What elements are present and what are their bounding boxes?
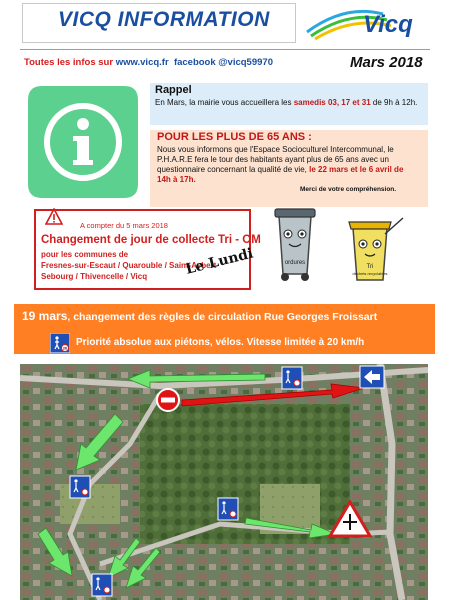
svg-text:déchets recyclables: déchets recyclables <box>352 271 388 276</box>
pedestrian-zone-icon <box>50 333 70 353</box>
header-separator <box>20 49 430 50</box>
circulation-date: 19 mars <box>22 309 68 323</box>
info-prefix: Toutes les infos sur <box>24 57 116 68</box>
info-line <box>24 57 273 68</box>
rappel-dates: samedis 03, 17 et 31 <box>293 98 371 107</box>
pedestrian-sign-icon-1 <box>282 367 302 389</box>
svg-text:ordures: ordures <box>284 260 306 266</box>
collecte-day: Le Lundi <box>184 245 255 278</box>
info-icon <box>28 86 138 198</box>
warning-icon <box>45 208 63 225</box>
collecte-towns-2: Sebourg / Thivencelle / Vicq <box>41 272 148 281</box>
rappel-text: En Mars, la mairie vous accueillera les samedis 03, 17 et 31 de 9h à 12h. <box>155 98 418 107</box>
logo-text: Vicq <box>363 11 413 38</box>
page-title: VICQ INFORMATION <box>58 8 270 31</box>
issue-month: Mars 2018 <box>350 54 423 71</box>
seniors-dates: le 22 mars et le 6 avril de 14h à 17h. <box>157 165 404 184</box>
collecte-title: Changement de jour de collecte Tri - OM <box>41 234 261 246</box>
collecte-pour: pour les communes de <box>41 250 129 259</box>
seniors-thanks: Merci de votre compréhension. <box>300 186 397 193</box>
collecte-date: A compter du 5 mars 2018 <box>80 221 168 230</box>
no-entry-icon <box>157 389 179 411</box>
one-way-icon <box>360 366 384 388</box>
svg-text:20: 20 <box>62 346 68 351</box>
yellow-bin-icon <box>349 218 403 280</box>
trash-bins-illustration <box>265 204 430 286</box>
grey-bin-icon <box>275 209 315 281</box>
website-link[interactable]: www.vicq.fr <box>115 57 169 68</box>
collecte-towns-1: Fresnes-sur-Escaut / Quarouble / Saint-Aybert <box>41 261 217 270</box>
pedestrian-sign-icon-3 <box>218 498 238 520</box>
circulation-headline: 19 mars, changement des règles de circulation Rue Georges Froissart <box>22 309 378 323</box>
svg-text:Tri: Tri <box>366 264 374 270</box>
pedestrian-sign-icon-4 <box>92 574 112 596</box>
circulation-priority: Priorité absolue aux piétons, vélos. Vitesse limitée à 20 km/h <box>76 337 365 348</box>
rappel-title: Rappel <box>155 84 192 96</box>
seniors-title: POUR LES PLUS DE 65 ANS : <box>157 131 312 143</box>
aerial-map <box>20 364 428 600</box>
seniors-text: Nous vous informons que l'Espace Socioculturel Intercommunal, le P.H.A.R.E fera le tour des habitants ayant plus de 65 ans avec un questionnaire concernant la qualité de vie, le 22 mars et le 6 avril de 14h à 17h. <box>157 145 404 184</box>
pedestrian-sign-icon-2 <box>70 476 90 498</box>
facebook-link[interactable]: facebook @vicq59970 <box>173 57 273 68</box>
vicq-logo <box>305 2 425 42</box>
